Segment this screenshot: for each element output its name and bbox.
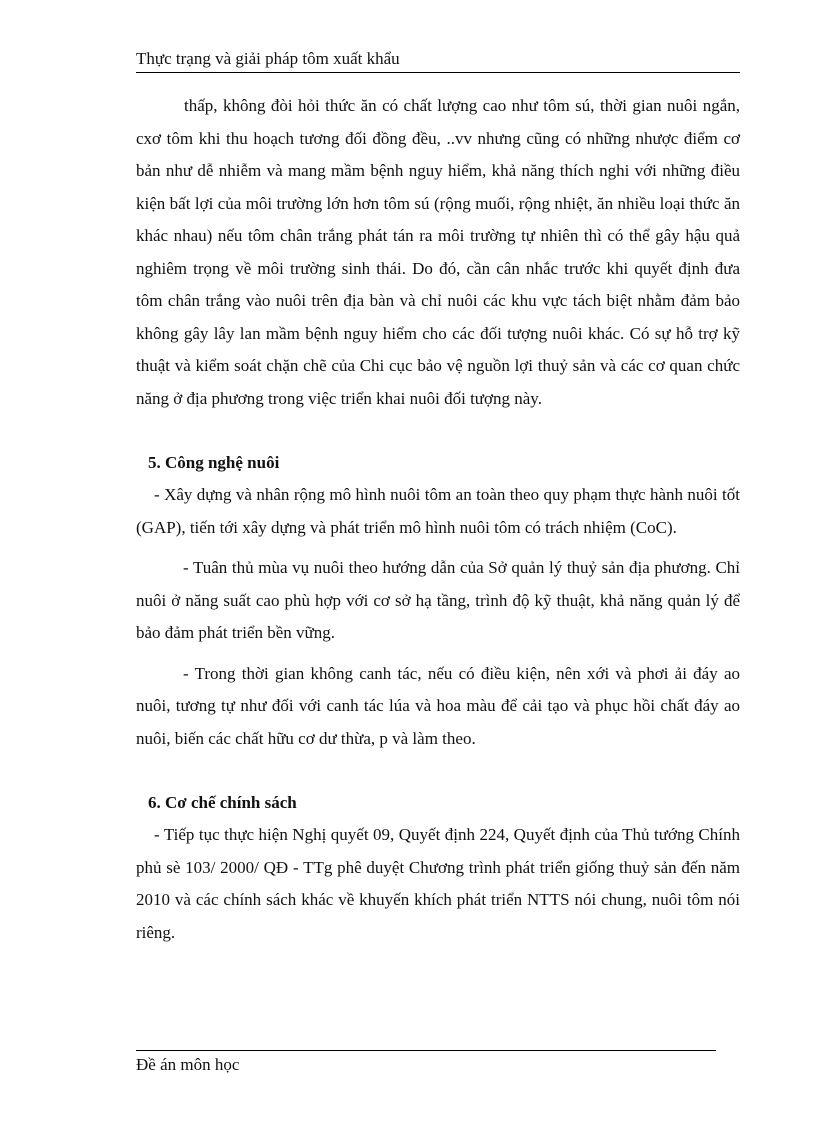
page-footer <box>136 1054 239 1076</box>
paragraph-continued: thấp, không đòi hỏi thức ăn có chất lượng cao như tôm sú, thời gian nuôi ngắn, cxơ tôm khi thu hoạch tương đối đồng đều, ..vv nhưng cũng có những nhược điểm cơ bản như dễ nhiễm và mang mầm bệnh nguy hiểm, khả năng thích nghi với những điều kiện bất lợi của môi trường lớn hơn tôm sú (rộng muối, rộng nhiệt, ăn nhiều loại thức ăn khác nhau) nếu tôm chân trắng phát tán ra môi trường tự nhiên thì có thể gây hậu quả nghiêm trọng về môi trường sinh thái. Do đó, cần cân nhắc trước khi quyết định đưa tôm chân trắng vào nuôi trên địa bàn và chỉ nuôi các khu vực tách biệt nhằm đảm bảo không gây lây lan mầm bệnh nguy hiểm cho các đối tượng nuôi khác. Có sự hỗ trợ kỹ thuật và kiểm soát chặn chẽ của Chi cục bảo vệ nguồn lợi thuỷ sản và các cơ quan chức năng ở địa phương trong việc triển khai nuôi đối tượng này. <box>136 96 740 408</box>
paragraph-5c: - Trong thời gian không canh tác, nếu có điều kiện, nên xới và phơi ải đáy ao nuôi, tương tự như đối với canh tác lúa và hoa màu để cải tạo và phục hồi chất đáy ao nuôi, biến các chất hữu cơ dư thừa, p và làm theo. <box>136 663 740 748</box>
section-heading-6: 6. Cơ chế chính sách <box>148 793 297 812</box>
footer-divider <box>136 1050 716 1051</box>
footer-text: Đề án môn học <box>136 1055 240 1074</box>
paragraph-5b: - Tuân thủ mùa vụ nuôi theo hướng dẫn của Sở quản lý thuỷ sản địa phương. Chỉ nuôi ở năng suất cao phù hợp với cơ sở hạ tầng, trình độ kỹ thuật, khả năng quản lý để bảo đảm phát triển bền vững. <box>136 558 740 642</box>
page-header <box>136 48 740 73</box>
section-heading-5: 5. Công nghệ nuôi <box>148 453 280 472</box>
paragraph-6a: - Tiếp tục thực hiện Nghị quyết 09, Quyết định 224, Quyết định của Thủ tướng Chính phủ sè 103/ 2000/ QĐ - TTg phê duyệt Chương trình phát triển giống thuỷ sản đến năm 2010 và các chính sách khác về khuyến khích phát triển NTTS nói chung, nuôi tôm nói riêng. <box>136 825 740 942</box>
page-body <box>136 90 740 949</box>
header-title: Thực trạng và giải pháp tôm xuất khẩu <box>136 49 400 68</box>
paragraph-5a: - Xây dựng và nhân rộng mô hình nuôi tôm an toàn theo quy phạm thực hành nuôi tốt (GAP), tiến tới xây dựng và phát triển mô hình nuôi tôm có trách nhiệm (CoC). <box>136 485 740 537</box>
